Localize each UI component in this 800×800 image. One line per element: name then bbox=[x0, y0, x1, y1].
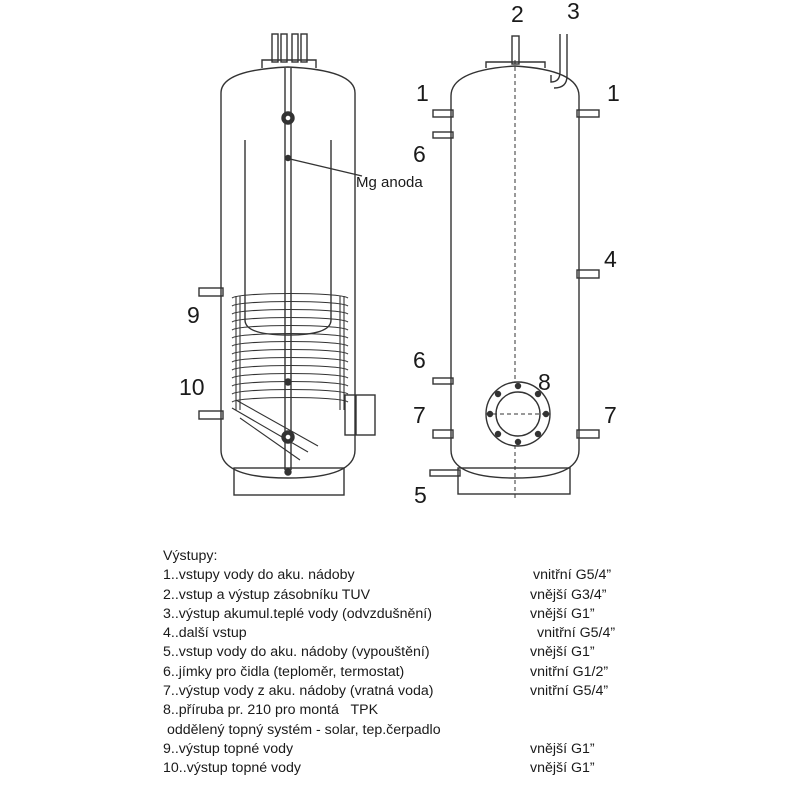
legend-desc: 10..výstup topné vody bbox=[163, 760, 302, 777]
connection-4-pipe bbox=[577, 270, 599, 278]
legend-row bbox=[163, 605, 683, 624]
connection-5-pipe bbox=[430, 470, 460, 476]
connection-6-bottom bbox=[433, 378, 453, 384]
right-tank-exterior bbox=[430, 34, 599, 500]
connection-1-right bbox=[577, 110, 599, 117]
label-5: 5 bbox=[414, 482, 427, 508]
legend-desc: 3..výstup akumul.teplé vody (odvzdušnění) bbox=[163, 605, 432, 622]
left-inner-vessel bbox=[245, 140, 331, 335]
mg-anode-label: Mg anoda bbox=[356, 174, 423, 191]
legend-desc: 4..další vstup bbox=[163, 625, 247, 642]
label-7-left: 7 bbox=[413, 402, 426, 428]
label-1-right: 1 bbox=[607, 80, 620, 106]
label-4: 4 bbox=[604, 246, 617, 272]
left-side-pipe-10 bbox=[199, 411, 223, 419]
legend-row bbox=[163, 566, 683, 585]
connection-6-top bbox=[433, 132, 453, 138]
legend-desc: 9..výstup topné vody bbox=[163, 740, 294, 757]
legend-row bbox=[163, 721, 683, 740]
legend-row bbox=[163, 740, 683, 759]
label-1-left: 1 bbox=[416, 80, 429, 106]
legend-row bbox=[163, 759, 683, 778]
legend-row bbox=[163, 682, 683, 701]
legend-connection: vnitřní G1/2” bbox=[530, 663, 609, 680]
legend-connection: vnější G1” bbox=[530, 644, 595, 661]
right-tank-base bbox=[458, 468, 570, 494]
legend-row bbox=[163, 624, 683, 643]
label-7-right: 7 bbox=[604, 402, 617, 428]
legend-connection: vnitřní G5/4” bbox=[537, 625, 616, 642]
legend-desc: oddělený topný systém - solar, tep.čerpadlo bbox=[163, 721, 441, 738]
connection-7-left bbox=[433, 430, 453, 438]
label-10: 10 bbox=[179, 374, 205, 400]
connection-2-pipe bbox=[512, 36, 519, 64]
legend-connection: vnější G1” bbox=[530, 760, 595, 777]
mg-anode-leader bbox=[290, 159, 362, 176]
legend-desc: 1..vstupy vody do aku. nádoby bbox=[163, 567, 355, 584]
left-tank-section bbox=[199, 34, 375, 495]
legend-row bbox=[163, 663, 683, 682]
legend-connection: vnitřní G5/4” bbox=[530, 683, 609, 700]
legend-desc: 8..příruba pr. 210 pro montá TPK bbox=[163, 702, 379, 719]
label-3: 3 bbox=[567, 0, 580, 24]
connection-3-pipe bbox=[551, 34, 567, 88]
mg-anode-point bbox=[286, 156, 291, 161]
connection-1-left bbox=[433, 110, 453, 117]
legend-connection: vnitřní G5/4” bbox=[533, 567, 612, 584]
legend-connection: vnější G3/4” bbox=[530, 586, 607, 603]
legend-desc: 6..jímky pro čidla (teploměr, termostat) bbox=[163, 663, 405, 680]
legend-desc: 2..vstup a výstup zásobníku TUV bbox=[163, 586, 371, 603]
legend-title: Výstupy: bbox=[163, 548, 218, 564]
legend-desc: 7..výstup vody z aku. nádoby (vratná voda) bbox=[163, 683, 434, 700]
outputs-legend bbox=[163, 547, 683, 779]
drain-point-left bbox=[285, 469, 291, 475]
left-side-pipe-9 bbox=[199, 288, 223, 296]
legend-connection: vnější G1” bbox=[530, 605, 595, 622]
label-2: 2 bbox=[511, 1, 524, 27]
legend-connection: vnější G1” bbox=[530, 740, 595, 757]
coil-node bbox=[285, 379, 291, 385]
label-9: 9 bbox=[187, 302, 200, 328]
label-8: 8 bbox=[538, 369, 551, 395]
left-top-connections bbox=[272, 34, 307, 62]
left-tank-body bbox=[221, 67, 355, 478]
legend-row bbox=[163, 586, 683, 605]
label-6-bottom: 6 bbox=[413, 347, 426, 373]
label-6-top: 6 bbox=[413, 141, 426, 167]
legend-desc: 5..vstup vody do aku. nádoby (vypouštění) bbox=[163, 644, 430, 661]
legend-row bbox=[163, 643, 683, 662]
left-side-flange bbox=[345, 395, 375, 435]
connection-7-right bbox=[577, 430, 599, 438]
legend-row bbox=[163, 701, 683, 720]
